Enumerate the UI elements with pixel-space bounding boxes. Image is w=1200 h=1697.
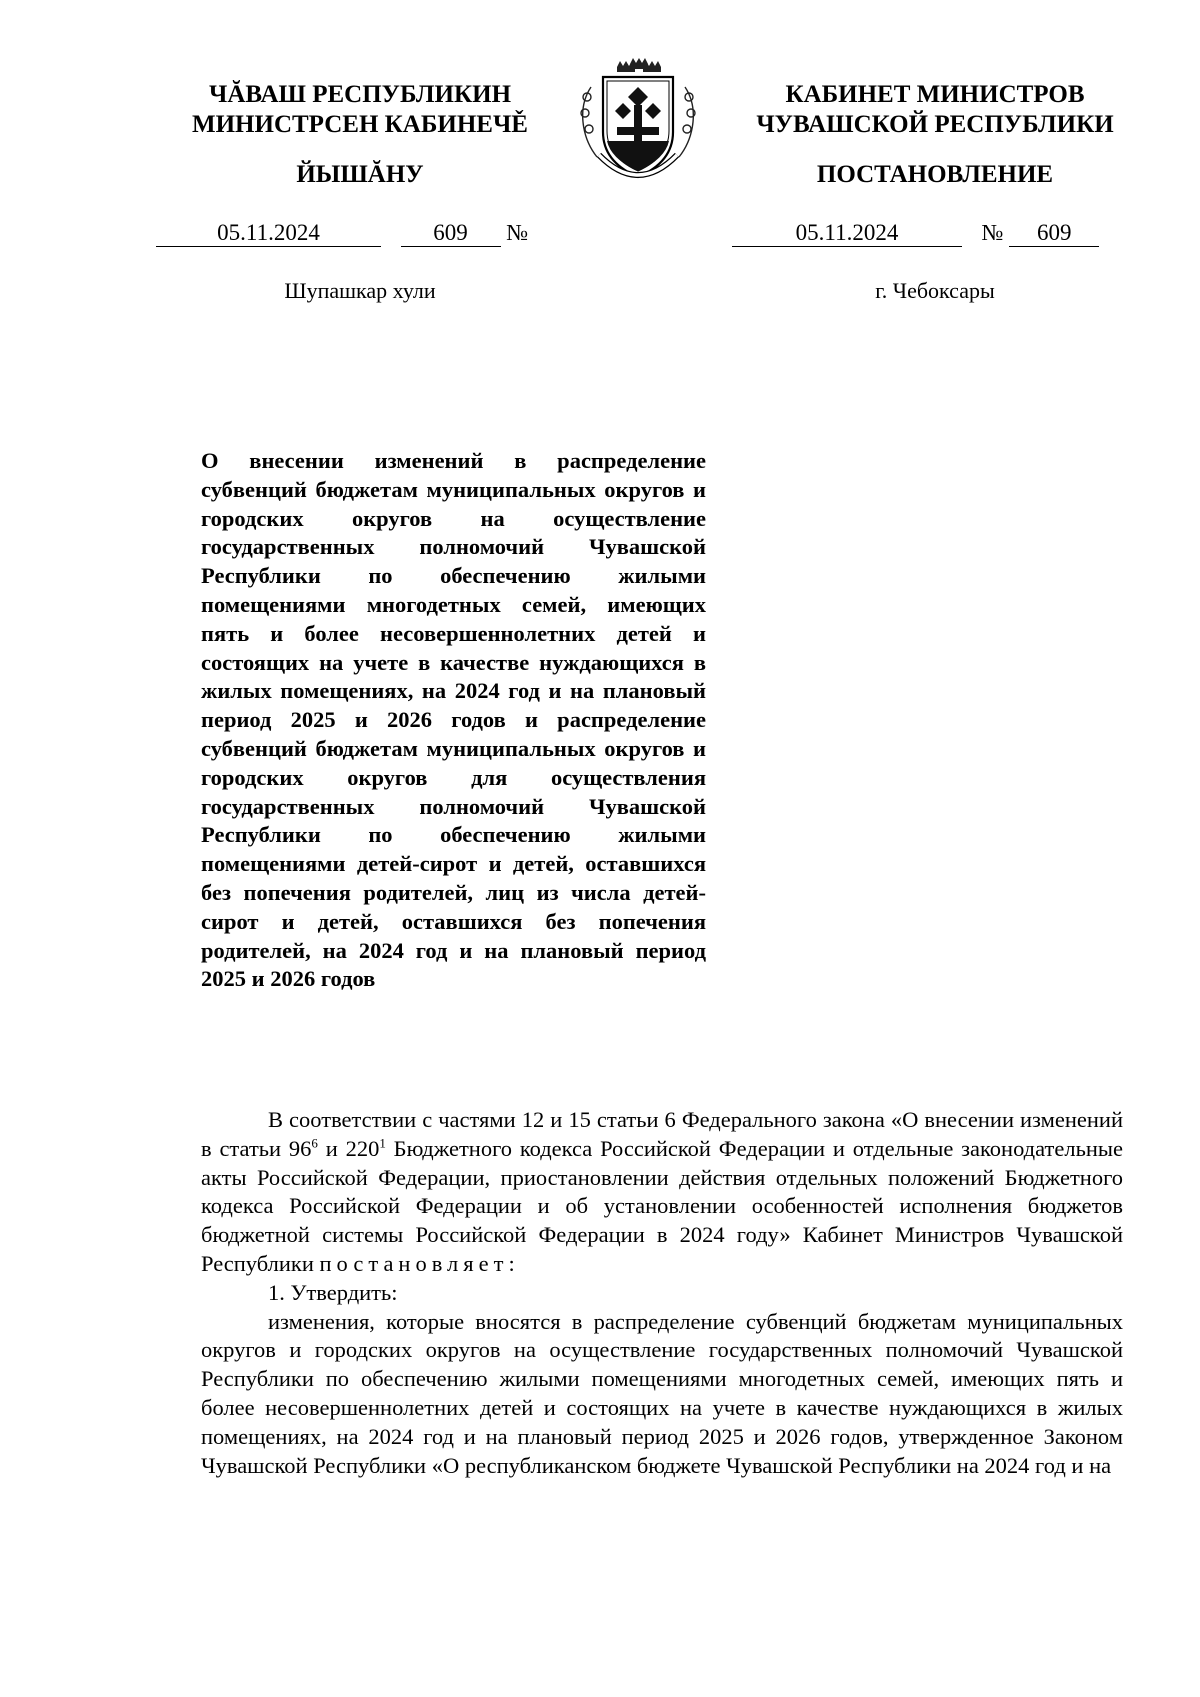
chuvash-coat-of-arms-icon [573,57,703,187]
superscript-6: 6 [311,1135,318,1151]
number-right: 609 [1009,220,1099,247]
superscript-1: 1 [379,1135,386,1151]
number-left: 609 [401,220,501,247]
number-sign-left: № [506,220,529,245]
resolves-word: постановляет: [319,1250,520,1276]
header-right-line1: КАБИНЕТ МИНИСТРОВ [785,81,1085,108]
place-right: г. Чебоксары [875,278,995,303]
doctype-right: ПОСТАНОВЛЕНИЕ [816,161,1054,188]
date-right: 05.11.2024 [732,220,962,247]
header-left-line1: ЧĂВАШ РЕСПУБЛИКИН [208,81,512,108]
header-left [150,80,570,140]
place-left: Шупашкар хули [284,278,436,303]
header-right [725,80,1145,140]
doctype-left: ЙЫШĂНУ [296,161,424,188]
document-title: О внесении изменений в распределение субвенций бюджетам муниципальных округов и городских округов на осуществление государственных полномочий Чувашской Республики по обеспечению жилыми помещениями многодетных семей, имеющих пять и более несовершеннолетних детей и состоящих на учете в качестве нуждающихся в жилых помещениях, на 2024 год и на плановый период 2025 и 2026 годов и распределение субвенций бюджетам муниципальных округов и городских округов для осуществления государственных полномочий Чувашской Республики по обеспечению жилыми помещениями детей-сирот и детей, оставшихся без попечения родителей, лиц из числа детей-сирот и детей, оставшихся без попечения родителей, на 2024 год и на плановый период 2025 и 2026 годов [201,448,706,992]
body-paragraph-2: 1. Утвердить: [268,1279,398,1305]
document-body [201,1106,1123,1480]
body-paragraph-1: В соответствии с частями 12 и 15 статьи 6 Федерального закона «О внесении изменений в статьи $96^6$ и $220^1$ Бюджетного кодекса Российской Федерации и отдельные законодательные акты Российской Федерации, приостановлении действия отдельных положений Бюджетного кодекса Российской Федерации и об установлении особенностей исполнения бюджетов бюджетной системы Российской Федерации в 2024 году» Кабинет Министров Чувашской Республики постановляет: [201,1107,1123,1276]
header-right-line2: ЧУВАШСКОЙ РЕСПУБЛИКИ [756,111,1114,138]
date-left: 05.11.2024 [156,220,381,247]
number-line-left [156,220,528,250]
number-sign-right: № [981,220,1004,245]
header-left-line2: МИНИСТРСЕН КАБИНЕЧĚ [192,111,528,138]
body-paragraph-3: изменения, которые вносятся в распределение субвенций бюджетам муниципальных округов и городских округов на осуществление государственных полномочий Чувашской Республики по обеспечению жилыми помещениями многодетных семей, имеющих пять и более несовершеннолетних детей и состоящих на учете в качестве нуждающихся в жилых помещениях, на 2024 год и на плановый период 2025 и 2026 годов, утвержденное Законом Чувашской Республики «О республиканском бюджете Чувашской Республики на 2024 год и на [201,1308,1123,1478]
number-line-right [732,220,1099,250]
